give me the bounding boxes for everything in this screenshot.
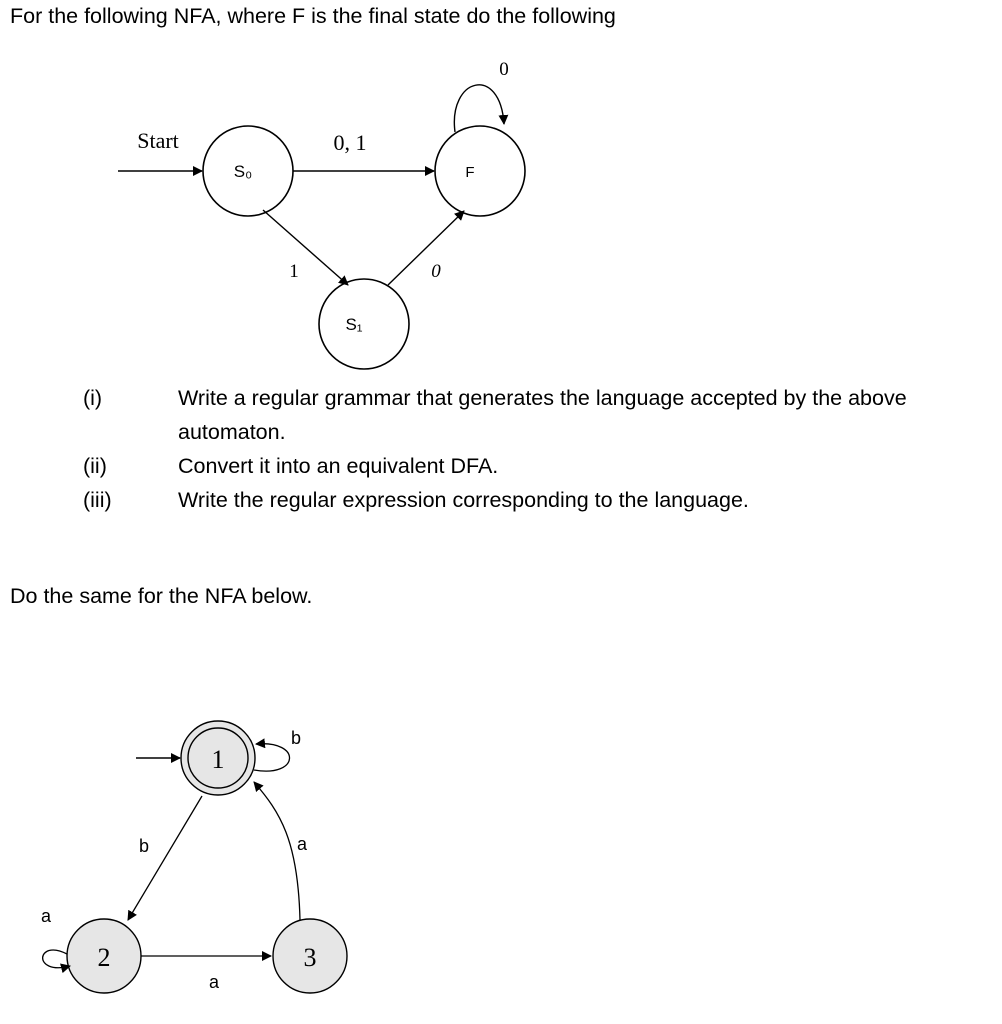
transition-s1-to-f <box>388 211 464 285</box>
question-number: (i) <box>83 386 103 410</box>
outro-text: Do the same for the NFA below. <box>10 584 313 608</box>
transition-1-self-label: b <box>290 728 302 748</box>
state-f <box>435 126 525 216</box>
question-text: Write a regular grammar that generates the language accepted by the above <box>178 386 907 410</box>
state-2-label: 2 <box>97 943 111 972</box>
transition-2-self-loop <box>43 950 70 968</box>
transition-s0-to-s1 <box>263 210 348 285</box>
question-item <box>83 449 983 483</box>
nfa-diagram-1 <box>0 50 560 380</box>
intro-text: For the following NFA, where F is the final state do the following <box>10 4 616 28</box>
question-number: (iii) <box>83 488 112 512</box>
transition-s0-to-f-label: 0, 1 <box>333 130 367 155</box>
state-s0 <box>203 126 293 216</box>
transition-3-to-1 <box>254 782 300 920</box>
state-s0-label: S₀ <box>233 162 253 181</box>
question-text: Convert it into an equivalent DFA. <box>178 454 499 478</box>
transition-s1-to-f-label: 0 <box>431 261 441 282</box>
transition-1-to-2 <box>128 796 202 920</box>
state-f-label: F <box>465 164 475 181</box>
transition-3-to-1-label: a <box>296 834 308 854</box>
state-3-label: 3 <box>303 943 317 972</box>
question-text: Write the regular expression corresponding to the language. <box>178 488 749 512</box>
transition-f-self-loop <box>454 85 504 132</box>
transition-2-to-3-label: a <box>208 972 220 992</box>
question-item <box>83 381 983 415</box>
state-s1 <box>319 279 409 369</box>
transition-s0-to-s1-label: 1 <box>289 261 299 282</box>
state-2 <box>67 919 141 993</box>
question-item <box>83 483 983 517</box>
state-s1-label: S₁ <box>345 315 363 334</box>
question-list <box>83 381 983 517</box>
nfa-diagram-2 <box>0 700 420 1020</box>
question-item-continuation <box>83 415 983 449</box>
transition-2-self-label: a <box>40 906 52 926</box>
state-1 <box>181 721 255 795</box>
transition-1-to-2-label: b <box>138 836 150 856</box>
transition-1-self-loop <box>254 744 290 771</box>
transition-f-self-label: 0 <box>499 59 509 80</box>
question-number: (ii) <box>83 454 107 478</box>
state-1-label: 1 <box>211 745 225 774</box>
question-text-continuation: automaton. <box>178 420 286 444</box>
start-label: Start <box>137 128 179 153</box>
state-3 <box>273 919 347 993</box>
